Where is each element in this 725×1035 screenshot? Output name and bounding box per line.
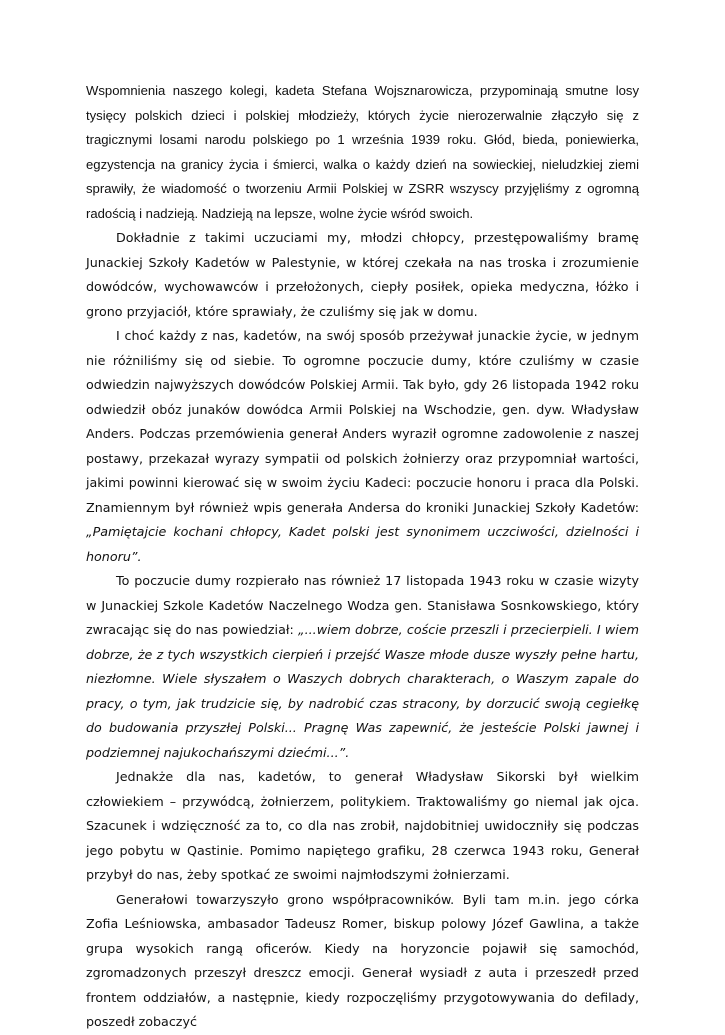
paragraph-4-text: To poczucie dumy rozpierało nas również 17 listopada 1943 roku w czasie wizyty w Junackiej Szkole Kadetów Naczelnego Wodza gen. Stanisława Sosnkowskiego, który zwracając się do nas powiedział: [86, 573, 639, 637]
paragraph-1-text-end: przyjęliśmy z ogromną radością i nadzieją. Nadzieją na lepsze, wolne życie wśród swoich. [86, 181, 639, 221]
paragraph-3-text: I choć każdy z nas, kadetów, na swój sposób przeżywał junackie życie, w jednym nie różniliśmy się od siebie. To ogromne poczucie dumy, które czuliśmy w czasie odwiedzin najwyższych dowódców Polskiej Armii. Tak było, gdy 26 listopada 1942 roku odwiedził obóz junaków dowódca Armii Polskiej na Wschodzie, gen. dyw. Władysław Anders. Podczas przemówienia generał Anders wyraził ogromne zadowolenie z naszej postawy, przekazał wyrazy sympatii od polskich żołnierzy oraz przypomniał wartości, jakimi powinni kierować się w swoim życiu Kadeci: poczucie honoru i praca dla Polski. Znamiennym był również wpis generała Andersa do kroniki Junackiej Szkoły Kadetów: [86, 328, 639, 515]
paragraph-5 [86, 765, 639, 888]
paragraph-3 [86, 324, 639, 569]
sosnkowski-quote: „...wiem dobrze, coście przeszli i przecierpieli. I wiem dobrze, że z tych wszystkich cierpień i przejść Wasze młode dusze wyszły pełne hartu, niezłomne. Wiele słyszałem o Waszych dobrych charakterach, o Waszym zapale do pracy, o tym, jak trudzicie się, by nadrobić czas stracony, by dorzucić swoją cegiełkę do budowania przyszłej Polski... Pragnę Was zapewnić, że jesteście Polski jawnej i podziemnej najukochańszymi dziećmi...”. [86, 622, 639, 760]
anders-quote: „Pamiętajcie kochani chłopcy, Kadet polski jest synonimem uczciwości, dzielności i honoru”. [86, 524, 639, 564]
paragraph-1-text: Wspomnienia naszego kolegi, kadeta Stefana Wojsznarowicza, przypominają smutne losy tysięcy polskich dzieci i polskiej młodzieży, których życie nierozerwalnie złączyło się z tragicznymi losami narodu polskiego po 1 września 1939 roku. Głód, bieda, poniewierka, egzystencja na granicy życia i śmierci, walka o każdy dzień na sowieckiej, nieludzkiej ziemi sprawiły, że wiadomość o tworzeniu Armii Polskiej w ZSRR wszyscy [86, 83, 639, 196]
paragraph-6-text: Generałowi towarzyszyło grono współpracowników. Byli tam m.in. jego córka Zofia Leśniowska, ambasador Tadeusz Romer, biskup polowy Józef Gawlina, a także grupa wysokich rangą oficerów. Kiedy na horyzoncie pojawił się samochód, zgromadzonych przeszył dreszcz emocji. Generał wysiadł z auta i przeszedł przed frontem oddziałów, a następnie, kiedy rozpoczęliśmy przygotowywania do defilady, poszedł zobaczyć [86, 891, 639, 1029]
paragraph-2 [86, 226, 639, 324]
paragraph-5-text: Jednakże dla nas, kadetów, to generał Władysław Sikorski był wielkim człowiekiem – przywódcą, żołnierzem, politykiem. Traktowaliśmy go niemal jak ojca. Szacunek i wdzięczność za to, co dla nas zrobił, najdobitniej uwidoczniły się podczas jego pobytu w Qastinie. Pomimo napiętego grafiku, 28 czerwca 1943 roku, Generał przybył do nas, żeby spotkać ze swoimi najmłodszymi żołnierzami. [86, 769, 639, 882]
paragraph-4 [86, 569, 639, 765]
paragraph-6 [86, 888, 639, 1035]
paragraph-2-text: Dokładnie z takimi uczuciami my, młodzi chłopcy, przestępowaliśmy bramę Junackiej Szkoły Kadetów w Palestynie, w której czekała na nas troska i zrozumienie dowódców, wychowawców i przełożonych, ciepły posiłek, opieka medyczna, łóżko i grono przyjaciół, które sprawiały, że czuliśmy się jak w domu. [86, 230, 639, 319]
paragraph-1 [86, 79, 639, 226]
document-page [86, 79, 639, 1035]
